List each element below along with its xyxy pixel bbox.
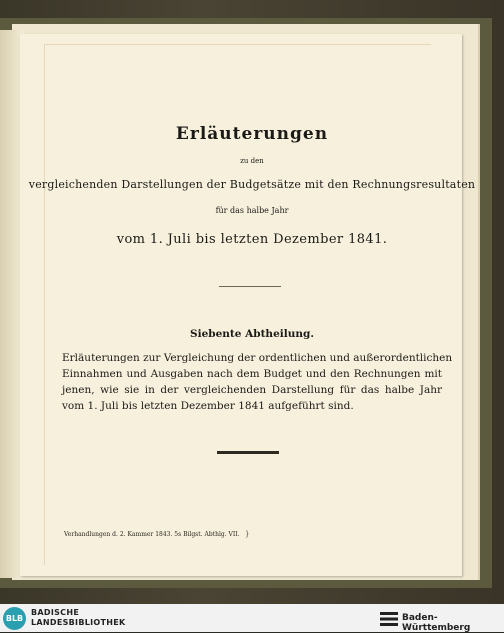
- document-subtitle: vergleichenden Darstellungen der Budgetsätze mit den Rechnungsresultaten: [28, 178, 476, 191]
- paragraph-line: Einnahmen und Ausgaben nach dem Budget und den Rechnungen mit: [62, 368, 442, 380]
- library-logo-bar: [0, 604, 504, 632]
- period-text: vom 1. Juli bis letzten Dezember 1841.: [116, 232, 388, 247]
- blb-logo-icon[interactable]: BLB: [3, 607, 26, 630]
- section-heading: Siebente Abtheilung.: [190, 328, 314, 340]
- footer-mark: }: [245, 530, 250, 538]
- document-title: Erläuterungen: [175, 124, 329, 144]
- connector-text: zu den: [240, 157, 264, 165]
- thick-divider: [217, 451, 279, 454]
- library-name-line1: BADISCHE: [31, 608, 80, 617]
- page-inner-shadow: [44, 44, 431, 565]
- short-divider: [219, 286, 281, 287]
- state-label[interactable]: Baden-Württemberg: [402, 613, 471, 633]
- paragraph-line: jenen, wie sie in der vergleichenden Darstellung für das halbe Jahr: [62, 384, 442, 396]
- section-paragraph: [62, 350, 453, 414]
- paragraph-line: Erläuterungen zur Vergleichung der ordentlichen und außerordentlichen: [62, 352, 453, 364]
- page-footer: Verhandlungen d. 2. Kammer 1843. 5s Bilgst. Abthlg. VII.: [64, 531, 240, 538]
- baden-wuerttemberg-lions-icon[interactable]: [380, 610, 398, 628]
- paragraph-line: vom 1. Juli bis letzten Dezember 1841 aufgeführt sind.: [62, 400, 354, 412]
- library-name[interactable]: [31, 608, 126, 628]
- library-name-line2: LANDESBIBLIOTHEK: [31, 618, 126, 627]
- period-intro: für das halbe Jahr: [215, 206, 289, 215]
